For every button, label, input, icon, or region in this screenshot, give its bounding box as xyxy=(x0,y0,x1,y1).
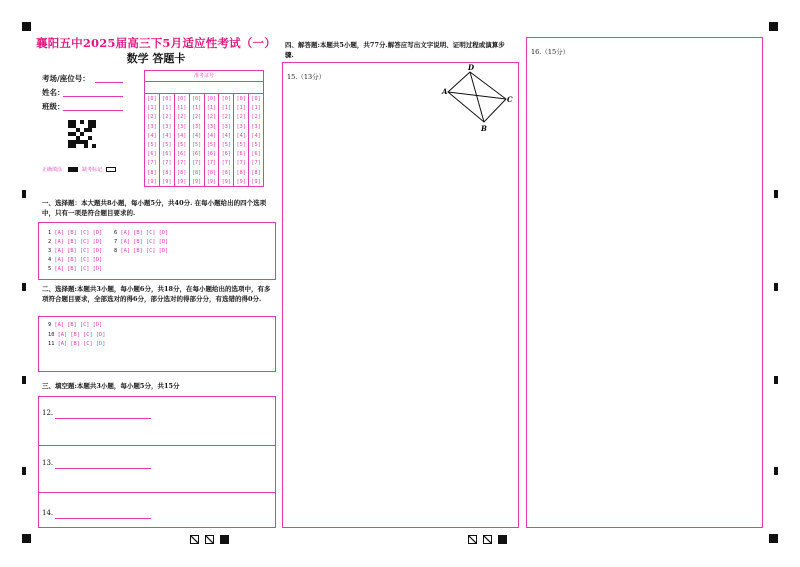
qr-code xyxy=(68,120,96,148)
exam-digit-bubble[interactable]: [2] xyxy=(236,114,246,121)
name-input-line[interactable] xyxy=(63,96,123,97)
exam-digit-bubble[interactable]: [5] xyxy=(177,142,187,149)
exam-digit-bubble[interactable]: [8] xyxy=(251,169,261,176)
page-marker-slash-box xyxy=(190,535,199,544)
exam-digit-bubble[interactable]: [0] xyxy=(147,96,157,102)
exam-digit-bubble[interactable]: [2] xyxy=(147,114,157,121)
exam-digit-bubble[interactable]: [2] xyxy=(191,114,202,121)
exam-digit-bubble[interactable]: [5] xyxy=(236,142,246,149)
corner-mark-top-left xyxy=(22,22,31,31)
exam-digit-bubble[interactable]: [4] xyxy=(177,132,187,139)
q16-label: 16.（15分） xyxy=(531,48,570,56)
exam-digit-bubble[interactable]: [4] xyxy=(221,132,231,139)
exam-number-column xyxy=(190,93,205,186)
timing-mark xyxy=(774,283,778,291)
exam-digit-bubble[interactable]: [0] xyxy=(236,96,246,102)
seat-label: 考场/座位号： xyxy=(42,74,90,83)
option-bubbles[interactable]: [A] [B] [C] [D] xyxy=(57,341,106,347)
point-b-label: B xyxy=(481,124,487,133)
exam-digit-bubble[interactable]: [7] xyxy=(162,160,172,167)
exam-number-column xyxy=(145,93,160,186)
exam-digit-bubble[interactable]: [3] xyxy=(177,123,187,130)
exam-digit-bubble[interactable]: [3] xyxy=(191,123,202,130)
choice-question-row[interactable] xyxy=(48,266,102,272)
choice-question-row[interactable] xyxy=(48,248,102,254)
exam-digit-bubble[interactable]: [1] xyxy=(147,105,157,112)
option-bubbles[interactable]: [A] [B] [C] [D] xyxy=(57,331,106,338)
option-bubbles[interactable]: [A] [B] [C] [D] xyxy=(54,248,103,254)
exam-digit-bubble[interactable]: [1] xyxy=(221,105,231,112)
choice-question-row[interactable] xyxy=(114,239,168,245)
exam-digit-bubble[interactable]: [6] xyxy=(177,151,187,158)
exam-digit-bubble[interactable]: [7] xyxy=(251,160,261,167)
exam-digit-bubble[interactable]: [6] xyxy=(206,151,217,158)
question-number: 7 xyxy=(114,239,118,245)
timing-mark xyxy=(774,467,778,475)
exam-digit-bubble[interactable]: [4] xyxy=(162,132,172,139)
exam-digit-bubble[interactable]: [1] xyxy=(206,105,217,112)
section2-instructions: 二、选择题:本题共3小题，每小题6分，共18分，在每小题给出的选项中，有多项符合题目要求，全部选对的得6分，部分选对的得部分分，有选错的得0分. xyxy=(42,285,271,303)
exam-digit-bubble[interactable]: [8] xyxy=(162,169,172,176)
exam-digit-bubble[interactable]: [2] xyxy=(221,114,231,121)
exam-digit-bubble[interactable]: [9] xyxy=(177,178,187,185)
exam-digit-bubble[interactable]: [1] xyxy=(162,105,172,112)
exam-digit-bubble[interactable]: [7] xyxy=(177,160,187,167)
exam-digit-bubble[interactable]: [3] xyxy=(162,123,172,130)
exam-digit-bubble[interactable]: [4] xyxy=(191,132,202,139)
page-marker-slash-box xyxy=(468,535,477,544)
exam-digit-bubble[interactable]: [0] xyxy=(191,96,202,102)
exam-digit-bubble[interactable]: [4] xyxy=(206,132,217,139)
question-number: 1 xyxy=(48,230,52,236)
option-bubbles[interactable]: [A] [B] [C] [D] xyxy=(54,230,103,236)
timing-mark xyxy=(22,467,26,475)
exam-number-header: 准考证号 xyxy=(145,71,263,82)
timing-mark xyxy=(22,376,26,384)
exam-digit-bubble[interactable]: [9] xyxy=(162,178,172,185)
exam-digit-bubble[interactable]: [1] xyxy=(191,105,202,112)
choice-question-row[interactable] xyxy=(48,257,102,263)
question-number: 8 xyxy=(114,248,118,254)
exam-digit-bubble[interactable]: [6] xyxy=(147,151,157,158)
question-number: 9 xyxy=(48,322,52,328)
q12-answer-box[interactable] xyxy=(38,396,276,446)
question-number: 4 xyxy=(48,257,52,263)
exam-digit-bubble[interactable]: [8] xyxy=(177,169,187,176)
exam-number-column xyxy=(175,93,190,186)
exam-digit-bubble[interactable]: [4] xyxy=(236,132,246,139)
exam-number-column xyxy=(160,93,175,186)
timing-mark xyxy=(22,283,26,291)
choice-question-row[interactable] xyxy=(48,332,105,338)
legend-correct-label: 正确填涂 xyxy=(42,167,63,173)
exam-digit-bubble[interactable]: [5] xyxy=(162,142,172,149)
exam-number-column xyxy=(205,93,220,186)
exam-digit-bubble[interactable]: [9] xyxy=(191,178,202,185)
legend-missing-label: 缺考标记 xyxy=(82,167,103,173)
option-bubbles[interactable]: [A] [B] [C] [D] xyxy=(120,230,169,236)
question-number: 5 xyxy=(48,266,52,272)
exam-digit-bubble[interactable]: [8] xyxy=(206,169,217,176)
exam-digit-bubble[interactable]: [7] xyxy=(147,160,157,167)
exam-digit-bubble[interactable]: [5] xyxy=(251,142,261,149)
question-number: 2 xyxy=(48,239,52,245)
exam-digit-bubble[interactable]: [3] xyxy=(251,123,261,130)
exam-digit-bubble[interactable]: [0] xyxy=(206,96,217,102)
exam-digit-bubble[interactable]: [5] xyxy=(147,142,157,149)
exam-digit-bubble[interactable]: [9] xyxy=(147,178,157,185)
exam-number-columns xyxy=(145,93,263,186)
choice-question-row[interactable] xyxy=(48,322,102,328)
option-bubbles[interactable]: [A] [B] [C] [D] xyxy=(54,322,103,328)
corner-mark-bottom-left xyxy=(22,534,31,543)
choice-question-row[interactable] xyxy=(48,239,102,245)
exam-title: 襄阳五中2025届高三下5月适应性考试（一） xyxy=(36,36,276,50)
exam-digit-bubble[interactable]: [1] xyxy=(236,105,246,112)
option-bubbles[interactable]: [A] [B] [C] [D] xyxy=(54,257,103,263)
section3-instructions: 三、填空题:本题共3小题，每小题5分，共15分 xyxy=(42,382,180,390)
exam-digit-bubble[interactable]: [4] xyxy=(147,132,157,139)
exam-digit-bubble[interactable]: [0] xyxy=(162,96,172,102)
filled-bubble-example xyxy=(68,167,78,172)
page-marker-solid-box xyxy=(498,535,507,544)
exam-number-column xyxy=(219,93,234,186)
exam-digit-bubble[interactable]: [6] xyxy=(251,151,261,158)
exam-digit-bubble[interactable]: [3] xyxy=(206,123,217,130)
question-number: 10 xyxy=(48,331,55,338)
missing-exam-checkbox[interactable] xyxy=(106,167,116,172)
exam-digit-bubble[interactable]: [0] xyxy=(177,96,187,102)
q12-label: 12. xyxy=(42,409,54,417)
exam-digit-bubble[interactable]: [6] xyxy=(221,151,231,158)
q15-label: 15.（13分） xyxy=(287,73,326,81)
exam-digit-bubble[interactable]: [6] xyxy=(191,151,202,158)
point-d-label: D xyxy=(468,63,475,72)
exam-digit-bubble[interactable]: [9] xyxy=(251,178,261,185)
exam-digit-bubble[interactable]: [3] xyxy=(236,123,246,130)
section4-instructions: 四、解答题:本题共5小题，共77分.解答应写出文字说明、证明过程或演算步骤. xyxy=(285,41,505,59)
q14-label: 14. xyxy=(42,509,54,517)
exam-digit-bubble[interactable]: [8] xyxy=(191,169,202,176)
exam-digit-bubble[interactable]: [7] xyxy=(236,160,246,167)
seat-input-line[interactable] xyxy=(95,82,123,83)
q16-answer-box[interactable] xyxy=(526,37,763,528)
exam-digit-bubble[interactable]: [3] xyxy=(221,123,231,130)
exam-digit-bubble[interactable]: [0] xyxy=(221,96,231,102)
exam-digit-bubble[interactable]: [8] xyxy=(147,169,157,176)
choice-question-row[interactable] xyxy=(114,248,168,254)
exam-digit-bubble[interactable]: [4] xyxy=(251,132,261,139)
exam-digit-bubble[interactable]: [7] xyxy=(191,160,202,167)
option-bubbles[interactable]: [A] [B] [C] [D] xyxy=(54,266,103,272)
exam-number-grid xyxy=(144,70,264,187)
exam-digit-bubble[interactable]: [2] xyxy=(162,114,172,121)
choice-question-row[interactable] xyxy=(114,230,168,236)
q14-answer-line[interactable] xyxy=(55,518,151,519)
exam-digit-bubble[interactable]: [8] xyxy=(221,169,231,176)
exam-number-column xyxy=(249,93,263,186)
option-bubbles[interactable]: [A] [B] [C] [D] xyxy=(120,239,169,245)
fill-legend xyxy=(42,166,116,173)
exam-digit-bubble[interactable]: [3] xyxy=(147,123,157,130)
page-marker-slash-box xyxy=(483,535,492,544)
timing-mark xyxy=(22,190,26,198)
page-marker-solid-box xyxy=(220,535,229,544)
exam-digit-bubble[interactable]: [5] xyxy=(206,142,217,149)
exam-digit-bubble[interactable]: [7] xyxy=(221,160,231,167)
exam-digit-bubble[interactable]: [6] xyxy=(236,151,246,158)
point-a-label: A xyxy=(442,87,448,96)
exam-digit-bubble[interactable]: [8] xyxy=(236,169,246,176)
question-number: 3 xyxy=(48,248,52,254)
exam-digit-bubble[interactable]: [5] xyxy=(221,142,231,149)
exam-digit-bubble[interactable]: [5] xyxy=(191,142,202,149)
timing-mark xyxy=(774,376,778,384)
page-marker-slash-box xyxy=(205,535,214,544)
q13-answer-line[interactable] xyxy=(55,468,151,469)
exam-digit-bubble[interactable]: [0] xyxy=(251,96,261,102)
question-number: 6 xyxy=(114,230,118,236)
exam-digit-bubble[interactable]: [9] xyxy=(206,178,217,185)
name-label: 姓名： xyxy=(42,88,65,97)
q13-answer-box[interactable] xyxy=(38,445,276,493)
exam-digit-bubble[interactable]: [2] xyxy=(251,114,261,121)
option-bubbles[interactable]: [A] [B] [C] [D] xyxy=(120,248,169,254)
point-c-label: C xyxy=(507,95,513,104)
corner-mark-bottom-right xyxy=(769,534,778,543)
class-label: 班级： xyxy=(42,102,65,111)
q14-answer-box[interactable] xyxy=(38,492,276,528)
exam-digit-bubble[interactable]: [7] xyxy=(206,160,217,167)
exam-digit-bubble[interactable]: [1] xyxy=(251,105,261,112)
q12-answer-line[interactable] xyxy=(55,418,151,419)
question-number: 11 xyxy=(48,341,55,347)
exam-digit-bubble[interactable]: [9] xyxy=(221,178,231,185)
exam-number-column xyxy=(234,93,249,186)
choice-question-row[interactable] xyxy=(48,341,105,347)
exam-digit-bubble[interactable]: [2] xyxy=(177,114,187,121)
section1-instructions: 一、选择题：本大题共8小题，每小题5分，共40分. 在每小题给出的四个选项中，只有一项是符合题目要求的. xyxy=(42,199,267,217)
timing-mark xyxy=(774,190,778,198)
exam-digit-bubble[interactable]: [2] xyxy=(206,114,217,121)
exam-digit-bubble[interactable]: [9] xyxy=(236,178,246,185)
answer-sheet-subtitle: 数学 答题卡 xyxy=(126,52,186,65)
exam-digit-bubble[interactable]: [6] xyxy=(162,151,172,158)
exam-digit-bubble[interactable]: [1] xyxy=(177,105,187,112)
q13-label: 13. xyxy=(42,459,54,467)
option-bubbles[interactable]: [A] [B] [C] [D] xyxy=(54,239,103,245)
quadrilateral-figure xyxy=(438,62,520,134)
class-input-line[interactable] xyxy=(63,110,123,111)
choice-question-row[interactable] xyxy=(48,230,102,236)
corner-mark-top-right xyxy=(769,22,778,31)
